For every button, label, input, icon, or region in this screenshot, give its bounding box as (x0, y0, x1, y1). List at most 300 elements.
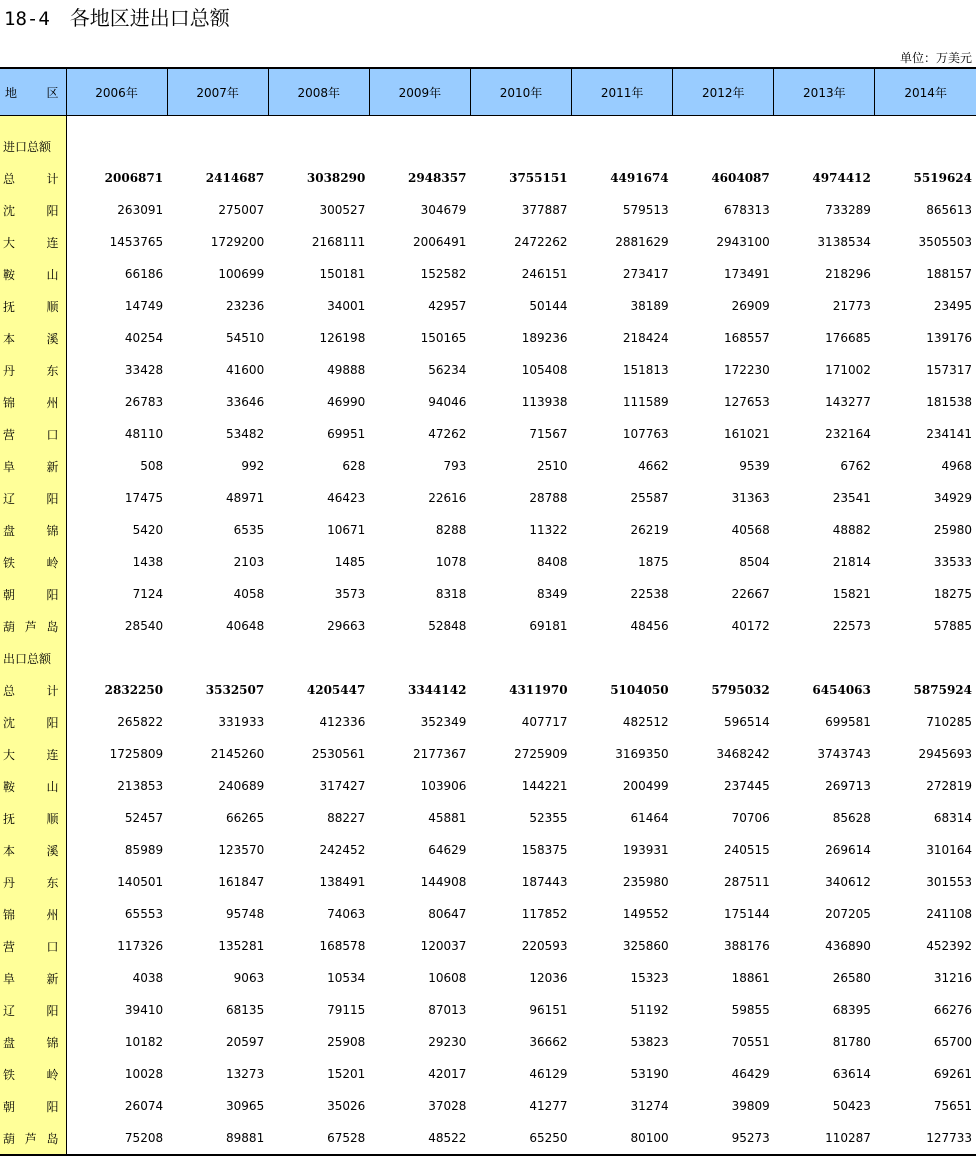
value-cell: 242452 (319, 843, 366, 857)
year-column-header: 2011年 (572, 68, 673, 116)
value-cell: 220593 (521, 939, 568, 953)
region-name (0, 578, 66, 610)
region-column-header (0, 68, 66, 116)
region-name-chars (3, 714, 59, 731)
region-name-char: 阜 (3, 971, 16, 986)
value-cell: 22616 (428, 491, 467, 505)
region-name-char: 岛 (46, 619, 59, 634)
value-cell: 69181 (529, 619, 568, 633)
value-cell: 138491 (319, 875, 366, 889)
value-cell: 26783 (124, 395, 164, 409)
value-cell: 22538 (630, 587, 669, 601)
value-cell: 3169350 (615, 747, 669, 761)
region-name-chars (3, 778, 59, 795)
value-cell: 42017 (428, 1067, 467, 1081)
region-name (0, 994, 66, 1026)
region-name-char: 阳 (46, 1099, 59, 1114)
value-cell: 2945693 (918, 747, 972, 761)
value-cell: 30965 (226, 1099, 265, 1113)
value-cell: 88227 (327, 811, 366, 825)
region-name (0, 258, 66, 290)
region-name-chars (3, 618, 59, 635)
value-cell: 272819 (926, 779, 972, 793)
region-name-chars (3, 298, 59, 315)
value-cell: 39809 (731, 1099, 770, 1113)
value-cell: 301553 (926, 875, 972, 889)
region-name-char: 顺 (46, 299, 59, 314)
section-spacer (66, 642, 976, 674)
value-cell: 25908 (327, 1035, 366, 1049)
value-cell: 26909 (731, 299, 770, 313)
value-cell: 110287 (774, 1122, 875, 1155)
region-name-char: 阳 (46, 1003, 59, 1018)
value-cell: 28540 (124, 619, 164, 633)
value-cell: 733289 (825, 203, 871, 217)
region-name-char: 山 (46, 267, 59, 282)
value-cell: 482512 (622, 715, 669, 729)
table-row (0, 418, 976, 450)
value-cell: 23236 (226, 299, 265, 313)
region-name-chars (3, 938, 59, 955)
region-name-char: 朝 (3, 1099, 16, 1114)
value-cell: 100699 (218, 267, 265, 281)
region-header-char: 区 (46, 85, 59, 100)
value-cell: 2948357 (407, 171, 467, 185)
region-name-char: 葫 (3, 619, 16, 634)
value-cell: 10182 (124, 1035, 164, 1049)
value-cell: 40172 (731, 619, 770, 633)
value-cell: 149552 (622, 907, 669, 921)
value-cell: 46423 (327, 491, 366, 505)
value-cell: 54510 (226, 331, 265, 345)
region-name (0, 1058, 66, 1090)
value-cell: 1485 (334, 555, 366, 569)
value-cell: 15821 (832, 587, 871, 601)
table-row (0, 290, 976, 322)
value-cell: 1729200 (210, 235, 265, 249)
value-cell: 407717 (521, 715, 568, 729)
value-cell: 269614 (825, 843, 871, 857)
value-cell: 150181 (319, 267, 366, 281)
table-row (0, 226, 976, 258)
table-row (0, 866, 976, 898)
value-cell: 117326 (117, 939, 164, 953)
value-cell: 33533 (933, 555, 972, 569)
region-name-char: 盘 (3, 523, 16, 538)
value-cell: 8408 (537, 555, 568, 569)
year-column-header: 2007年 (167, 68, 268, 116)
value-cell: 237445 (723, 779, 770, 793)
data-table (0, 67, 976, 1156)
region-name-char: 铁 (3, 1067, 16, 1082)
year-column-header: 2006年 (66, 68, 167, 116)
region-name-chars (3, 490, 59, 507)
region-name (0, 386, 66, 418)
region-name-char: 芦 (24, 1131, 37, 1146)
value-cell: 9063 (233, 971, 265, 985)
value-cell: 31363 (731, 491, 770, 505)
region-name-char: 丹 (3, 363, 16, 378)
value-cell: 111589 (622, 395, 669, 409)
value-cell: 61464 (630, 811, 669, 825)
region-name-char: 大 (3, 235, 16, 250)
value-cell: 11322 (529, 523, 568, 537)
region-name-chars (3, 202, 59, 219)
value-cell: 2006491 (412, 235, 467, 249)
value-cell: 95273 (673, 1122, 774, 1155)
region-name-chars (3, 170, 59, 187)
value-cell: 48110 (124, 427, 164, 441)
value-cell: 436890 (825, 939, 871, 953)
value-cell: 181538 (926, 395, 972, 409)
value-cell: 18275 (933, 587, 972, 601)
table-row (0, 1026, 976, 1058)
value-cell: 3532507 (205, 683, 265, 697)
value-cell: 234141 (926, 427, 972, 441)
region-name-char: 鞍 (3, 779, 16, 794)
value-cell: 10028 (124, 1067, 164, 1081)
value-cell: 42957 (428, 299, 467, 313)
value-cell: 51192 (630, 1003, 669, 1017)
value-cell: 287511 (723, 875, 770, 889)
value-cell: 2943100 (716, 235, 770, 249)
value-cell: 1453765 (109, 235, 164, 249)
table-row (0, 802, 976, 834)
value-cell: 65553 (124, 907, 164, 921)
value-cell: 151813 (622, 363, 669, 377)
value-cell: 41277 (529, 1099, 568, 1113)
value-cell: 172230 (723, 363, 770, 377)
value-cell: 17475 (124, 491, 164, 505)
value-cell: 232164 (825, 427, 871, 441)
value-cell: 10671 (327, 523, 366, 537)
region-name-chars (3, 554, 59, 571)
value-cell: 18861 (731, 971, 770, 985)
value-cell: 113938 (521, 395, 568, 409)
value-cell: 140501 (117, 875, 164, 889)
region-name (0, 290, 66, 322)
value-cell: 5104050 (610, 683, 669, 697)
value-cell: 3755151 (509, 171, 568, 185)
value-cell: 1078 (435, 555, 467, 569)
region-name-chars (3, 522, 59, 539)
region-name-chars (3, 1034, 59, 1051)
value-cell: 317427 (319, 779, 366, 793)
value-cell: 139176 (926, 331, 972, 345)
section-header-row (0, 130, 976, 162)
value-cell: 240515 (723, 843, 770, 857)
value-cell: 22573 (832, 619, 871, 633)
region-name-char: 总 (3, 171, 16, 186)
value-cell: 25587 (630, 491, 669, 505)
value-cell: 38189 (630, 299, 669, 313)
value-cell: 65700 (933, 1035, 972, 1049)
value-cell: 331933 (218, 715, 265, 729)
region-name-char: 计 (46, 683, 59, 698)
region-name-chars (3, 394, 59, 411)
region-name-chars (3, 362, 59, 379)
value-cell: 15323 (630, 971, 669, 985)
region-name-char: 州 (46, 907, 59, 922)
region-name-char: 溪 (46, 331, 59, 346)
table-row (0, 258, 976, 290)
value-cell: 53190 (630, 1067, 669, 1081)
value-cell: 4491674 (610, 171, 669, 185)
value-cell: 10534 (327, 971, 366, 985)
value-cell: 452392 (926, 939, 972, 953)
value-cell: 246151 (521, 267, 568, 281)
value-cell: 5519624 (913, 171, 972, 185)
region-name (0, 450, 66, 482)
value-cell: 2832250 (104, 683, 164, 697)
region-name-char: 铁 (3, 555, 16, 570)
spacer-row (0, 116, 976, 131)
table-row (0, 994, 976, 1026)
value-cell: 41600 (226, 363, 265, 377)
table-row (0, 578, 976, 610)
region-name-char: 岛 (46, 1131, 59, 1146)
table-row (0, 770, 976, 802)
value-cell: 200499 (622, 779, 669, 793)
value-cell: 23495 (933, 299, 972, 313)
value-cell: 23541 (832, 491, 871, 505)
region-name (0, 706, 66, 738)
value-cell: 2472262 (514, 235, 568, 249)
value-cell: 34001 (327, 299, 366, 313)
value-cell: 68395 (832, 1003, 871, 1017)
region-name-char: 辽 (3, 491, 16, 506)
value-cell: 8288 (435, 523, 467, 537)
value-cell: 9539 (739, 459, 770, 473)
value-cell: 47262 (428, 427, 467, 441)
value-cell: 710285 (926, 715, 972, 729)
region-name-chars (3, 1098, 59, 1115)
value-cell: 34929 (933, 491, 972, 505)
value-cell: 36662 (529, 1035, 568, 1049)
total-row (0, 674, 976, 706)
region-name (0, 866, 66, 898)
value-cell: 75208 (66, 1122, 167, 1155)
table-row (0, 738, 976, 770)
value-cell: 48522 (369, 1122, 470, 1155)
region-name-char: 营 (3, 427, 16, 442)
spacer-cell (0, 116, 66, 131)
region-name-char: 丹 (3, 875, 16, 890)
region-name (0, 898, 66, 930)
value-cell: 4038 (132, 971, 164, 985)
value-cell: 21814 (832, 555, 871, 569)
region-name (0, 674, 66, 706)
value-cell: 6762 (840, 459, 871, 473)
value-cell: 2103 (233, 555, 265, 569)
value-cell: 26580 (832, 971, 871, 985)
value-cell: 173491 (723, 267, 770, 281)
value-cell: 53823 (630, 1035, 669, 1049)
value-cell: 105408 (521, 363, 568, 377)
region-name-char: 东 (46, 363, 59, 378)
region-name (0, 738, 66, 770)
value-cell: 94046 (428, 395, 467, 409)
value-cell: 31274 (630, 1099, 669, 1113)
value-cell: 67528 (268, 1122, 369, 1155)
value-cell: 59855 (731, 1003, 770, 1017)
value-cell: 46129 (529, 1067, 568, 1081)
value-cell: 48971 (226, 491, 265, 505)
table-row (0, 1090, 976, 1122)
section-header-row (0, 642, 976, 674)
value-cell: 6535 (233, 523, 265, 537)
region-name (0, 962, 66, 994)
value-cell: 68135 (226, 1003, 265, 1017)
value-cell: 207205 (825, 907, 871, 921)
value-cell: 3573 (334, 587, 366, 601)
value-cell: 158375 (521, 843, 568, 857)
value-cell: 273417 (622, 267, 669, 281)
value-cell: 168578 (319, 939, 366, 953)
region-name (0, 802, 66, 834)
value-cell: 117852 (521, 907, 568, 921)
value-cell: 161847 (218, 875, 265, 889)
value-cell: 189236 (521, 331, 568, 345)
region-name-char: 盘 (3, 1035, 16, 1050)
table-row (0, 194, 976, 226)
value-cell: 213853 (117, 779, 164, 793)
region-name-char: 新 (46, 459, 59, 474)
region-name-char: 口 (46, 427, 59, 442)
table-row (0, 386, 976, 418)
year-column-header: 2013年 (774, 68, 875, 116)
value-cell: 31216 (933, 971, 972, 985)
value-cell: 81780 (832, 1035, 871, 1049)
value-cell: 52848 (428, 619, 467, 633)
value-cell: 4311970 (509, 683, 568, 697)
value-cell: 52457 (124, 811, 164, 825)
value-cell: 1875 (638, 555, 669, 569)
value-cell: 68314 (933, 811, 972, 825)
region-name-chars (3, 682, 59, 699)
page-title (4, 4, 230, 32)
value-cell: 2168111 (311, 235, 366, 249)
value-cell: 123570 (218, 843, 265, 857)
year-column-header: 2009年 (369, 68, 470, 116)
value-cell: 71567 (529, 427, 568, 441)
value-cell: 240689 (218, 779, 265, 793)
value-cell: 12036 (529, 971, 568, 985)
value-cell: 3138534 (817, 235, 871, 249)
value-cell: 14749 (124, 299, 164, 313)
value-cell: 628 (342, 459, 366, 473)
region-name-char: 本 (3, 331, 16, 346)
region-name (0, 546, 66, 578)
value-cell: 74063 (327, 907, 366, 921)
region-name-chars (3, 746, 59, 763)
region-name-chars (3, 906, 59, 923)
value-cell: 275007 (218, 203, 265, 217)
table-row (0, 962, 976, 994)
table-row (0, 322, 976, 354)
value-cell: 269713 (825, 779, 871, 793)
value-cell: 33646 (226, 395, 265, 409)
value-cell: 188157 (926, 267, 972, 281)
region-name-char: 东 (46, 875, 59, 890)
region-name (0, 226, 66, 258)
value-cell: 29230 (428, 1035, 467, 1049)
region-name-char: 阳 (46, 491, 59, 506)
value-cell: 5420 (132, 523, 164, 537)
region-name-char: 本 (3, 843, 16, 858)
region-name-chars (3, 1002, 59, 1019)
value-cell: 50144 (529, 299, 568, 313)
region-name-char: 溪 (46, 843, 59, 858)
table-number: 18-4 (4, 8, 50, 30)
region-name-char: 总 (3, 683, 16, 698)
value-cell: 135281 (218, 939, 265, 953)
value-cell: 865613 (926, 203, 972, 217)
value-cell: 127733 (875, 1122, 976, 1155)
region-name-chars (3, 234, 59, 251)
value-cell: 21773 (832, 299, 871, 313)
value-cell: 388176 (723, 939, 770, 953)
value-cell: 8318 (435, 587, 467, 601)
value-cell: 53482 (226, 427, 265, 441)
value-cell: 40568 (731, 523, 770, 537)
value-cell: 127653 (723, 395, 770, 409)
region-name (0, 162, 66, 194)
table-title: 各地区进出口总额 (69, 6, 230, 30)
value-cell: 2881629 (615, 235, 669, 249)
value-cell: 10608 (428, 971, 467, 985)
value-cell: 120037 (420, 939, 467, 953)
region-name-chars (3, 330, 59, 347)
region-name-char: 芦 (24, 619, 37, 634)
value-cell: 4968 (941, 459, 972, 473)
value-cell: 3038290 (306, 171, 366, 185)
value-cell: 678313 (723, 203, 770, 217)
spacer-cell (66, 116, 976, 131)
region-name (0, 834, 66, 866)
value-cell: 144221 (521, 779, 568, 793)
value-cell: 56234 (428, 363, 467, 377)
region-name-chars (3, 1130, 59, 1147)
region-name-chars (3, 970, 59, 987)
value-cell: 46990 (327, 395, 366, 409)
value-cell: 218424 (622, 331, 669, 345)
region-name-char: 辽 (3, 1003, 16, 1018)
table-row (0, 546, 976, 578)
region-name (0, 514, 66, 546)
value-cell: 2510 (537, 459, 568, 473)
region-name-chars (3, 1066, 59, 1083)
value-cell: 48882 (832, 523, 871, 537)
region-name (0, 322, 66, 354)
region-name (0, 354, 66, 386)
value-cell: 310164 (926, 843, 972, 857)
region-name-char: 营 (3, 939, 16, 954)
value-cell: 3743743 (817, 747, 871, 761)
value-cell: 304679 (420, 203, 467, 217)
region-name-char: 连 (46, 747, 59, 762)
value-cell: 2414687 (205, 171, 265, 185)
region-name-char: 阳 (46, 715, 59, 730)
value-cell: 1438 (132, 555, 164, 569)
value-cell: 235980 (622, 875, 669, 889)
value-cell: 96151 (529, 1003, 568, 1017)
value-cell: 2006871 (104, 171, 164, 185)
value-cell: 377887 (521, 203, 568, 217)
value-cell: 3505503 (918, 235, 972, 249)
value-cell: 8504 (739, 555, 770, 569)
value-cell: 103906 (420, 779, 467, 793)
